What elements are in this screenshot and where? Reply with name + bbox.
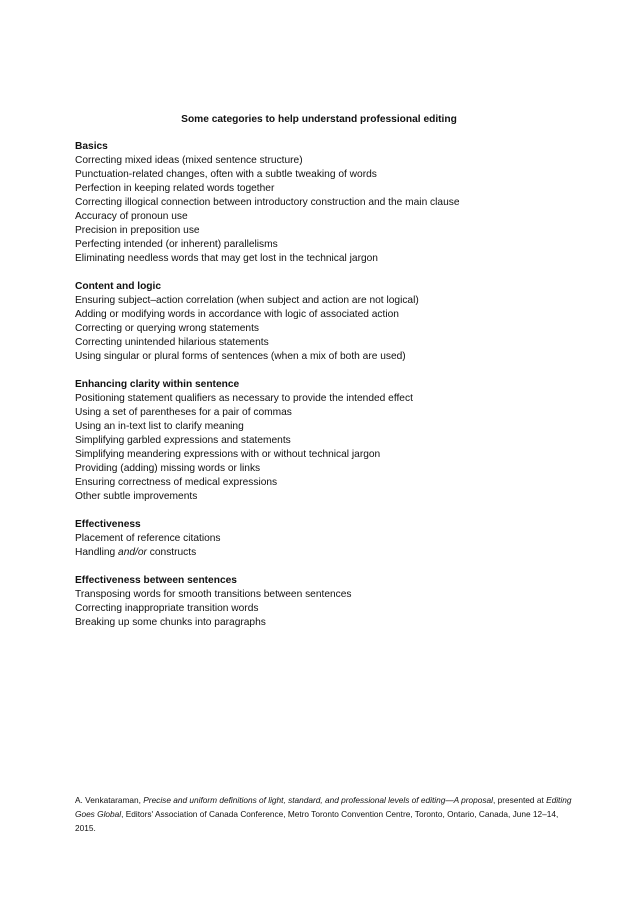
- list-item: Positioning statement qualifiers as necessary to provide the intended effect: [75, 393, 413, 404]
- section-effectiveness: [75, 518, 575, 560]
- list-item: Perfection in keeping related words together: [75, 183, 275, 194]
- category-list: [75, 532, 575, 560]
- section-heading: Content and logic: [75, 281, 162, 292]
- list-item: Punctuation-related changes, often with a subtle tweaking of words: [75, 169, 377, 180]
- item-text: constructs: [146, 547, 197, 558]
- section-heading: Basics: [75, 141, 108, 152]
- category-list: [75, 588, 575, 630]
- list-item: Transposing words for smooth transitions between sentences: [75, 589, 352, 600]
- citation-event-title: Editing Goes Global: [75, 795, 572, 819]
- list-item: Adding or modifying words in accordance with logic of associated action: [75, 309, 399, 320]
- list-item: [75, 546, 575, 560]
- list-item: Precision in preposition use: [75, 225, 200, 236]
- list-item: Correcting illogical connection between introductory construction and the main clause: [75, 197, 460, 208]
- list-item: Simplifying garbled expressions and statements: [75, 435, 291, 446]
- list-item: Breaking up some chunks into paragraphs: [75, 617, 266, 628]
- category-list: [75, 294, 575, 364]
- list-item: Perfecting intended (or inherent) parallelisms: [75, 239, 278, 250]
- citation-text: , presented at: [493, 795, 547, 805]
- list-item: Correcting mixed ideas (mixed sentence structure): [75, 155, 303, 166]
- document-body: [75, 140, 575, 644]
- section-heading: Effectiveness between sentences: [75, 575, 237, 586]
- list-item: Correcting or querying wrong statements: [75, 323, 260, 334]
- list-item: Using singular or plural forms of sentences (when a mix of both are used): [75, 351, 406, 362]
- section-basics: [75, 140, 575, 266]
- citation-work-title: Precise and uniform definitions of light, standard, and professional levels of editing—A proposal: [143, 795, 494, 805]
- list-item: Eliminating needless words that may get lost in the technical jargon: [75, 253, 378, 264]
- list-item: Other subtle improvements: [75, 491, 198, 502]
- item-text: Handling: [75, 547, 119, 558]
- list-item: Using a set of parentheses for a pair of commas: [75, 407, 292, 418]
- section-heading: Effectiveness: [75, 519, 141, 530]
- section-heading: Enhancing clarity within sentence: [75, 379, 240, 390]
- list-item: Using an in-text list to clarify meaning: [75, 421, 244, 432]
- list-item: Correcting inappropriate transition words: [75, 603, 259, 614]
- section-effectiveness-between-sentences: [75, 574, 575, 630]
- section-content-and-logic: [75, 280, 575, 364]
- list-item: Correcting unintended hilarious statements: [75, 337, 269, 348]
- list-item: Ensuring subject–action correlation (when subject and action are not logical): [75, 295, 419, 306]
- citation-author: A. Venkataraman,: [75, 795, 144, 805]
- footer-citation: [75, 793, 575, 835]
- list-item: Placement of reference citations: [75, 533, 221, 544]
- list-item: Ensuring correctness of medical expressions: [75, 477, 278, 488]
- citation-venue: , Editors' Association of Canada Conference, Metro Toronto Convention Centre, Toronto, Ontario, Canada, June 12–14, 2015.: [75, 809, 559, 833]
- list-item: Providing (adding) missing words or links: [75, 463, 261, 474]
- section-enhancing-clarity: [75, 378, 575, 504]
- category-list: [75, 392, 575, 504]
- list-item: Accuracy of pronoun use: [75, 211, 188, 222]
- document-title: Some categories to help understand professional editing: [181, 114, 457, 125]
- category-list: [75, 154, 575, 266]
- list-item: Simplifying meandering expressions with or without technical jargon: [75, 449, 381, 460]
- item-emphasis: and/or: [118, 547, 147, 558]
